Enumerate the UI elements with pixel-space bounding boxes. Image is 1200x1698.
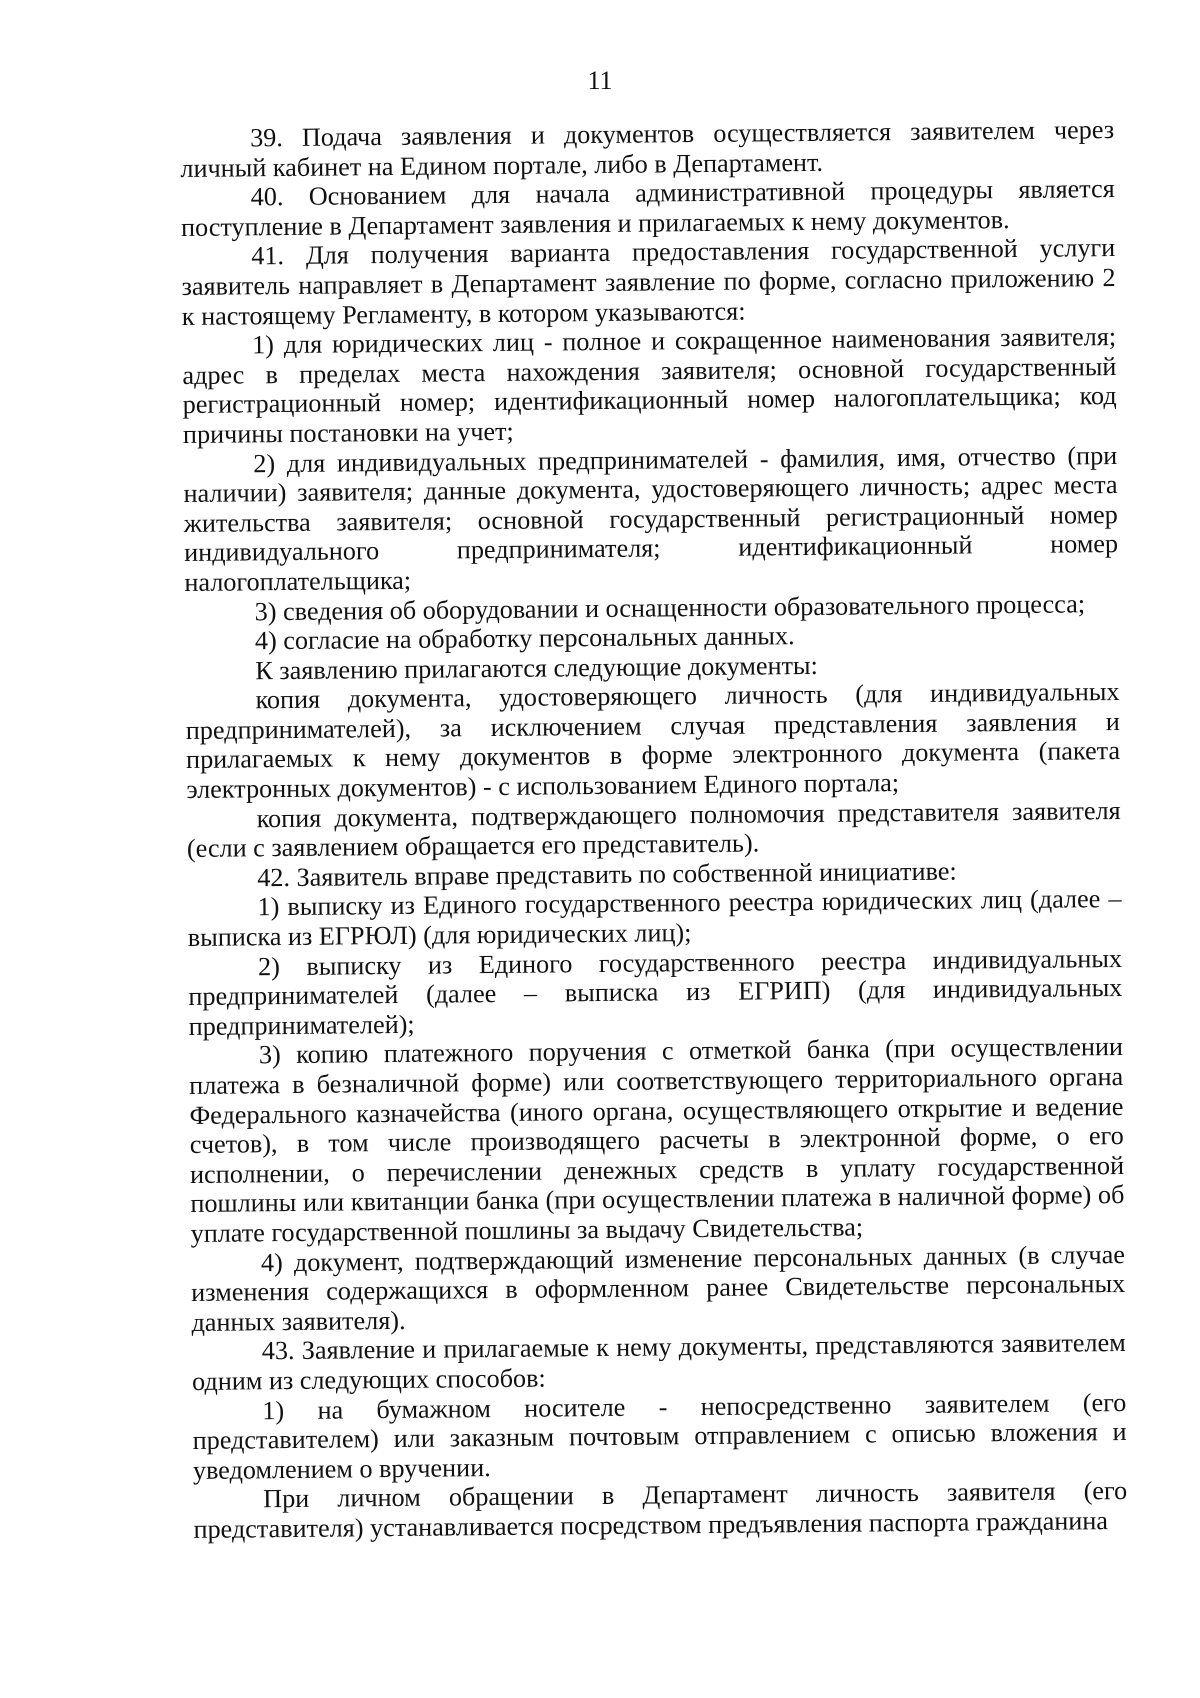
paragraph-41-item-2: 2) для индивидуальных предпринимателей - фамилия, имя, отчество (при наличии) заявителя; данные документа, удостоверяющего личность; адрес места жительства заявителя; основной государственный регистрационный номер индивидуального предпринимателя; идентификационный номер налогоплательщика; bbox=[183, 440, 1119, 597]
page-number: 11 bbox=[587, 66, 613, 95]
personal-visit-paragraph: При личном обращении в Департамент личность заявителя (его представителя) устанавливается посредством предъявления паспорта гражданина bbox=[193, 1476, 1128, 1544]
paragraph-39: 39. Подача заявления и документов осуществляется заявителем через личный кабинет на Едином портале, либо в Департамент. bbox=[180, 115, 1115, 183]
document-body bbox=[180, 115, 1128, 1544]
paragraph-42: 42. Заявитель вправе представить по собственной инициативе: bbox=[257, 856, 957, 893]
paragraph-43: 43. Заявление и прилагаемые к нему документы, представляются заявителем одним из следующих способов: bbox=[191, 1328, 1126, 1396]
paragraph-41-item-4: 4) согласие на обработку персональных данных. bbox=[254, 621, 795, 656]
attachment-identity-copy: копия документа, удостоверяющего личность (для индивидуальных предпринимателей), за исключением случая представления заявления и прилагаемых к нему документов в форме электронного документа (пакета электронных документов) - с использованием Единого портала; bbox=[185, 677, 1121, 805]
paragraph-42-item-1: 1) выписку из Единого государственного реестра юридических лиц (далее – выписка из ЕГРЮЛ) (для юридических лиц); bbox=[187, 884, 1122, 952]
paragraph-42-item-2: 2) выписку из Единого государственного реестра индивидуальных предпринимателей (далее – выписка из ЕГРИП) (для индивидуальных предпринимателей); bbox=[188, 943, 1123, 1041]
paragraph-41-item-1: 1) для юридических лиц - полное и сокращенное наименования заявителя; адрес в пределах места нахождения заявителя; основной государственный регистрационный номер; идентификационный номер налогоплательщика; код причины постановки на учет; bbox=[182, 322, 1117, 449]
attachment-authority-copy: копия документа, подтверждающего полномочия представителя заявителя (если с заявлением обращается его представитель). bbox=[186, 795, 1121, 864]
paragraph-40: 40. Основанием для начала административной процедуры является поступление в Департамент заявления и прилагаемых к нему документов. bbox=[180, 174, 1115, 242]
paragraph-41-item-3: 3) сведения об оборудовании и оснащенности образовательного процесса; bbox=[254, 588, 1086, 626]
paragraph-42-item-3: 3) копию платежного поручения с отметкой банка (при осуществлении платежа в безналичной форме) или соответствующего территориального органа Федерального казначейства (иного органа, осуществляющего открытие и ведение счетов), в том числе производящего расчеты в электронной форме, о его исполнении, о перечислении денежных средств в уплату государственной пошлины или квитанции банка (при осуществлении платежа в наличной форме) об уплате государственной пошлины за выдачу Свидетельства; bbox=[189, 1032, 1125, 1248]
paragraph-41: 41. Для получения варианта предоставления государственной услуги заявитель направляет в Департамент заявление по форме, согласно приложению 2 к настоящему Регламенту, в котором указываются: bbox=[181, 233, 1116, 331]
attachments-intro: К заявлению прилагаются следующие документы: bbox=[255, 650, 818, 685]
paragraph-42-item-4: 4) документ, подтверждающий изменение персональных данных (в случае изменения содержащихся в оформленном ранее Свидетельстве персональных данных заявителя). bbox=[191, 1239, 1126, 1337]
paragraph-43-item-1: 1) на бумажном носителе - непосредственно заявителем (его представителем) или заказным почтовым отправлением с описью вложения и уведомлением о вручении. bbox=[192, 1387, 1127, 1485]
